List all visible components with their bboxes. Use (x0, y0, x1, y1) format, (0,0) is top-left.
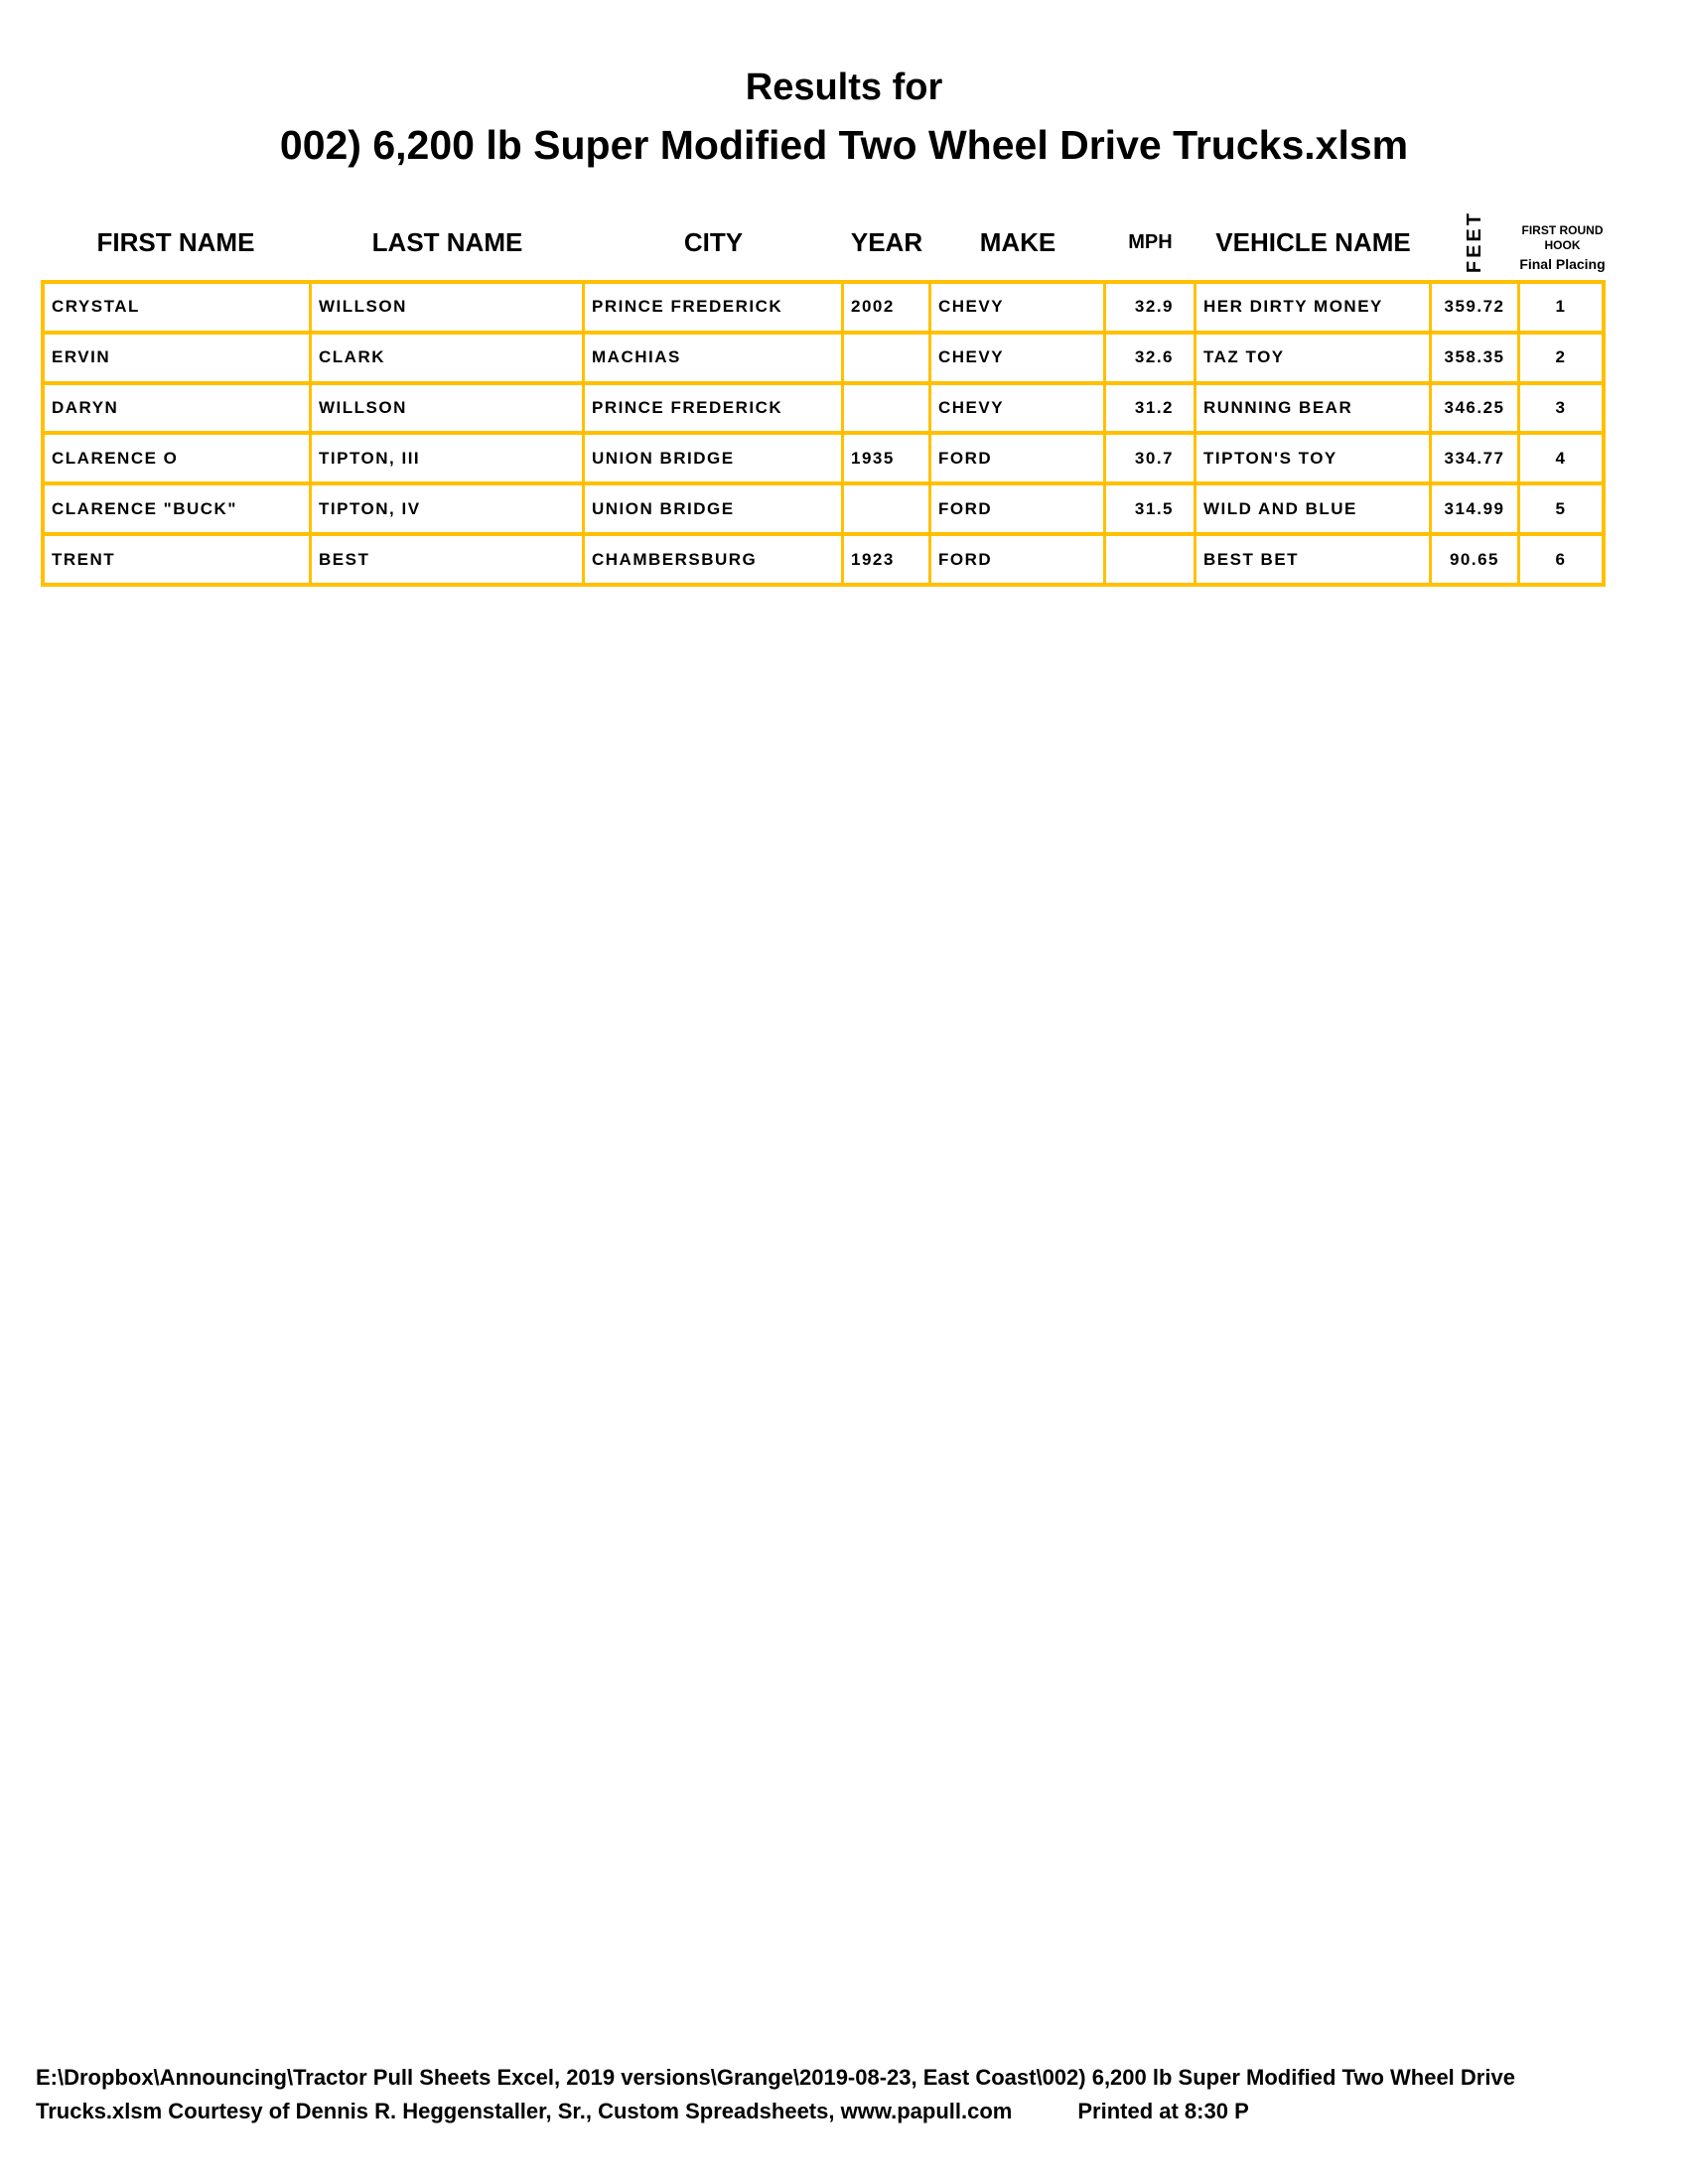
cell-placing-row5: 5 (1520, 485, 1602, 532)
cell-city-row3: PRINCE FREDERICK (585, 385, 841, 432)
cell-first-name-row5: CLARENCE "BUCK" (45, 485, 309, 532)
footer-credit-line (36, 2095, 1674, 2128)
cell-make-row5: FORD (931, 485, 1103, 532)
cell-placing-row4: 4 (1520, 435, 1602, 481)
cell-city-row6: CHAMBERSBURG (585, 536, 841, 583)
cell-vehicle-name-row4: TIPTON'S TOY (1196, 435, 1429, 481)
results-table (41, 280, 1606, 587)
header-vehicle-name: VEHICLE NAME (1215, 227, 1411, 257)
cell-mph-row3: 31.2 (1106, 385, 1194, 432)
cell-placing-row2: 2 (1520, 335, 1602, 381)
cell-vehicle-name-row2: TAZ TOY (1196, 335, 1429, 381)
cell-first-name-row2: ERVIN (45, 335, 309, 381)
cell-make-row1: CHEVY (931, 284, 1103, 331)
cell-mph-row1: 32.9 (1106, 284, 1194, 331)
header-placing-line3: Final Placing (1519, 256, 1606, 272)
cell-feet-row2: 358.35 (1432, 335, 1517, 381)
header-placing (1519, 223, 1606, 272)
cell-mph-row2: 32.6 (1106, 335, 1194, 381)
cell-city-row1: PRINCE FREDERICK (585, 284, 841, 331)
cell-placing-row6: 6 (1520, 536, 1602, 583)
cell-first-name-row4: CLARENCE O (45, 435, 309, 481)
cell-year-row6: 1923 (844, 536, 928, 583)
cell-make-row6: FORD (931, 536, 1103, 583)
cell-feet-row5: 314.99 (1432, 485, 1517, 532)
cell-vehicle-name-row3: RUNNING BEAR (1196, 385, 1429, 432)
header-make: MAKE (979, 227, 1056, 257)
cell-first-name-row1: CRYSTAL (45, 284, 309, 331)
cell-feet-row3: 346.25 (1432, 385, 1517, 432)
header-feet-label: FEET (1464, 210, 1485, 274)
header-first-name: FIRST NAME (96, 227, 255, 257)
cell-make-row2: CHEVY (931, 335, 1103, 381)
header-feet (1431, 209, 1519, 275)
cell-placing-row1: 1 (1520, 284, 1602, 331)
footer-printed-at: Printed at 8:30 P (1077, 2099, 1249, 2123)
header-placing-line2: HOOK (1544, 238, 1581, 252)
header-last-name: LAST NAME (371, 227, 523, 257)
cell-mph-row5: 31.5 (1106, 485, 1194, 532)
cell-feet-row6: 90.65 (1432, 536, 1517, 583)
cell-make-row3: CHEVY (931, 385, 1103, 432)
cell-placing-row3: 3 (1520, 385, 1602, 432)
cell-city-row2: MACHIAS (585, 335, 841, 381)
cell-last-name-row2: CLARK (312, 335, 582, 381)
cell-year-row5 (844, 485, 928, 532)
cell-city-row4: UNION BRIDGE (585, 435, 841, 481)
page-footer (36, 2061, 1674, 2128)
cell-last-name-row4: TIPTON, III (312, 435, 582, 481)
cell-year-row1: 2002 (844, 284, 928, 331)
footer-credit-text: Trucks.xlsm Courtesy of Dennis R. Heggenstaller, Sr., Custom Spreadsheets, www.papull.com (36, 2099, 1013, 2123)
header-city: CITY (683, 227, 744, 257)
cell-year-row2 (844, 335, 928, 381)
cell-city-row5: UNION BRIDGE (585, 485, 841, 532)
page-subtitle: 002) 6,200 lb Super Modified Two Wheel Drive Trucks.xlsm (279, 122, 1409, 168)
cell-vehicle-name-row5: WILD AND BLUE (1196, 485, 1429, 532)
cell-last-name-row5: TIPTON, IV (312, 485, 582, 532)
cell-first-name-row6: TRENT (45, 536, 309, 583)
cell-first-name-row3: DARYN (45, 385, 309, 432)
cell-vehicle-name-row1: HER DIRTY MONEY (1196, 284, 1429, 331)
table-header-row (41, 204, 1606, 281)
cell-last-name-row6: BEST (312, 536, 582, 583)
footer-file-path: E:\Dropbox\Announcing\Tractor Pull Sheets Excel, 2019 versions\Grange\2019-08-23, East Coast\002) 6,200 lb Super Modified Two Wheel Drive (36, 2065, 1515, 2090)
cell-make-row4: FORD (931, 435, 1103, 481)
header-mph: MPH (1128, 231, 1173, 253)
page-title: Results for (745, 67, 943, 108)
header-placing-line1: FIRST ROUND (1521, 223, 1604, 237)
cell-last-name-row3: WILLSON (312, 385, 582, 432)
cell-vehicle-name-row6: BEST BET (1196, 536, 1429, 583)
cell-feet-row1: 359.72 (1432, 284, 1517, 331)
cell-mph-row4: 30.7 (1106, 435, 1194, 481)
header-year: YEAR (850, 227, 923, 257)
cell-mph-row6 (1106, 536, 1194, 583)
cell-last-name-row1: WILLSON (312, 284, 582, 331)
cell-feet-row4: 334.77 (1432, 435, 1517, 481)
cell-year-row4: 1935 (844, 435, 928, 481)
cell-year-row3 (844, 385, 928, 432)
